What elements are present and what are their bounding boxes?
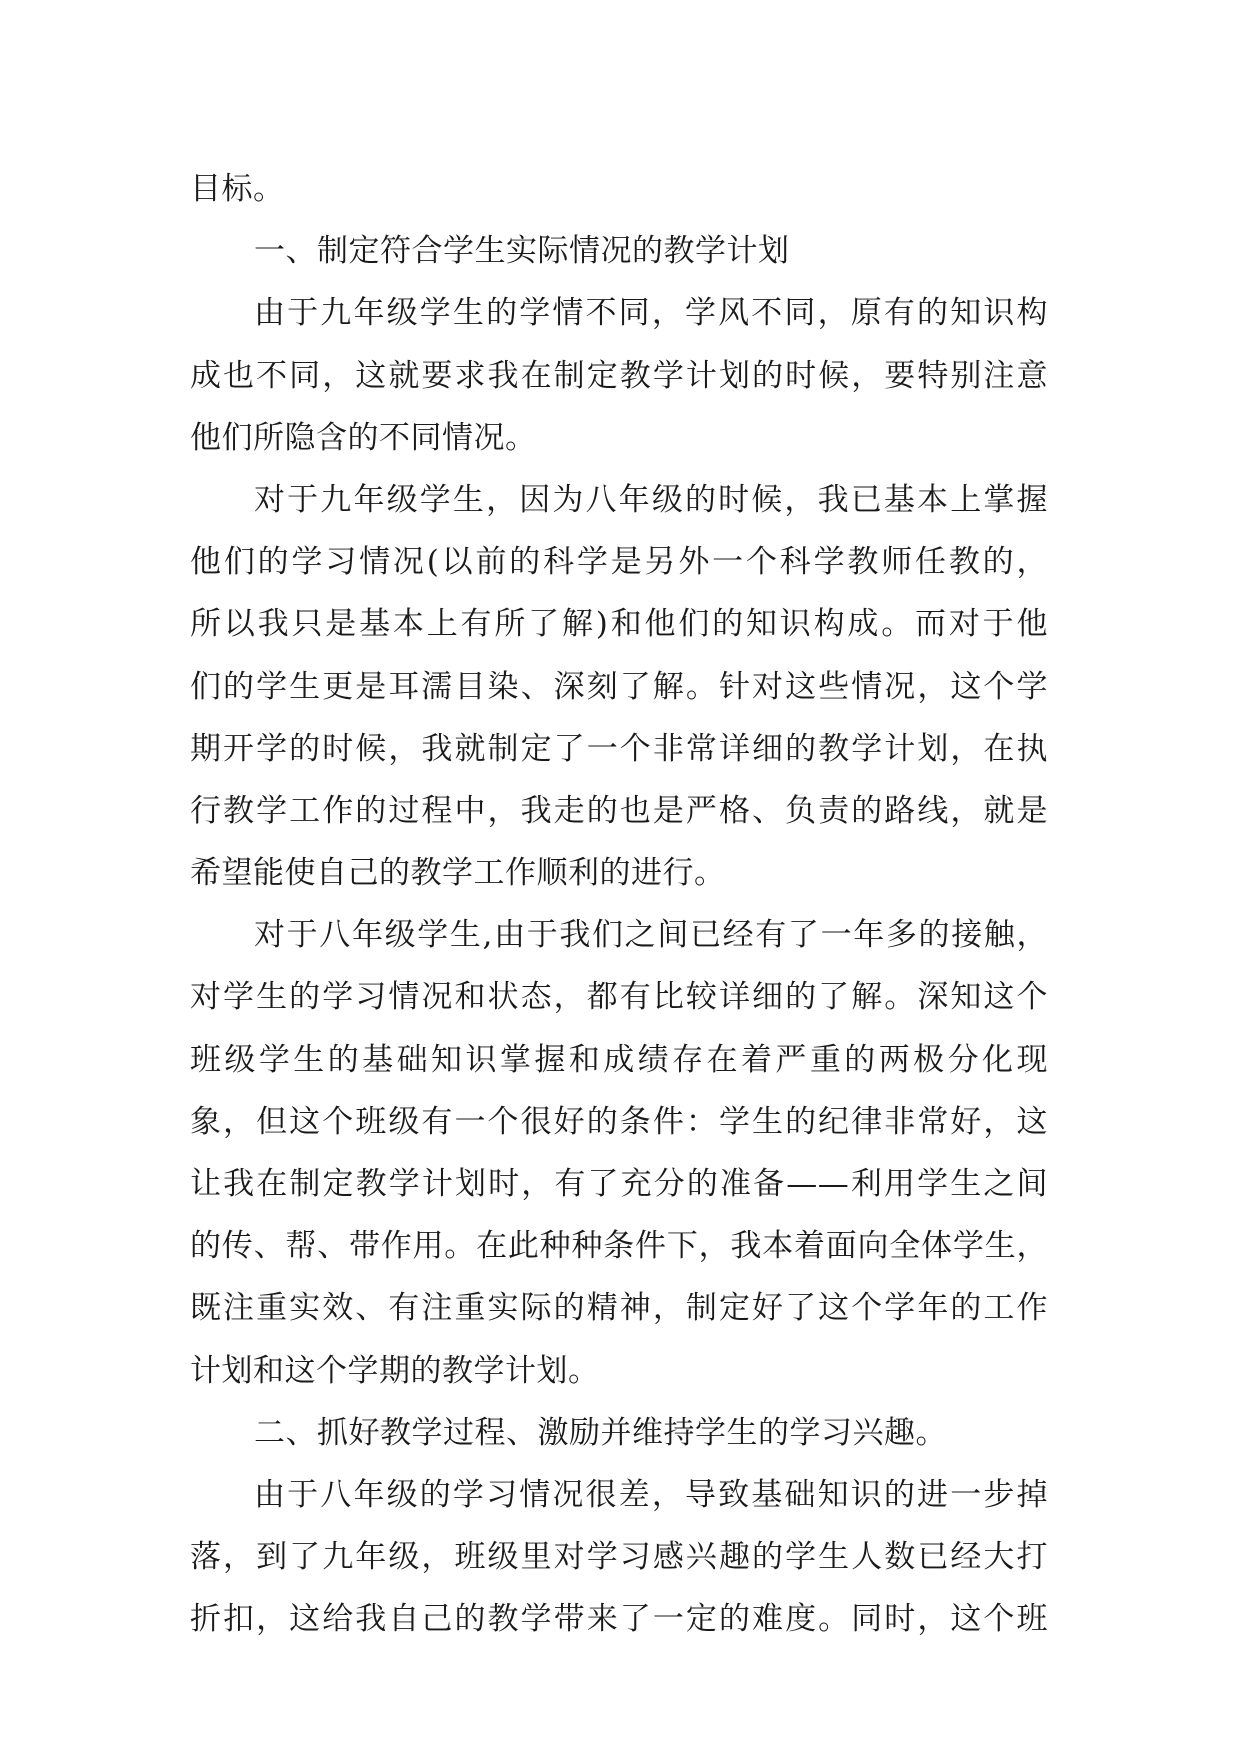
text-line: 计划和这个学期的教学计划。 — [190, 1352, 600, 1389]
text-line: 所以我只是基本上有所了解)和他们的知识构成。而对于他 — [190, 606, 1048, 643]
text-line: 期开学的时候，我就制定了一个非常详细的教学计划，在执 — [190, 730, 1048, 767]
text-line: 他们所隐含的不同情况。 — [190, 419, 537, 456]
text-line: 由于九年级学生的学情不同，学风不同，原有的知识构 — [254, 295, 1048, 332]
text-line: 成也不同，这就要求我在制定教学计划的时候，要特别注意 — [190, 357, 1048, 394]
text-line: 们的学生更是耳濡目染、深刻了解。针对这些情况，这个学 — [190, 668, 1048, 705]
text-line: 落，到了九年级，班级里对学习感兴趣的学生人数已经大打 — [190, 1539, 1048, 1576]
text-line: 行教学工作的过程中，我走的也是严格、负责的路线，就是 — [190, 792, 1048, 829]
text-line: 班级学生的基础知识掌握和成绩存在着严重的两极分化现 — [190, 1041, 1048, 1078]
text-line: 二、抓好教学过程、激励并维持学生的学习兴趣。 — [254, 1414, 947, 1451]
text-line: 由于八年级的学习情况很差，导致基础知识的进一步掉 — [254, 1476, 1048, 1513]
text-line: 折扣，这给我自己的教学带来了一定的难度。同时，这个班 — [190, 1601, 1048, 1638]
text-line: 对学生的学习情况和状态，都有比较详细的了解。深知这个 — [190, 979, 1048, 1016]
text-line: 的传、帮、带作用。在此种种条件下，我本着面向全体学生， — [190, 1228, 1048, 1265]
text-line: 对于八年级学生,由于我们之间已经有了一年多的接触， — [254, 917, 1048, 954]
text-line: 让我在制定教学计划时，有了充分的准备——利用学生之间 — [190, 1166, 1048, 1202]
text-line: 希望能使自己的教学工作顺利的进行。 — [190, 855, 726, 892]
text-line: 目标。 — [190, 171, 285, 207]
text-line: 既注重实效、有注重实际的精神，制定好了这个学年的工作 — [190, 1290, 1048, 1327]
text-line: 一、制定符合学生实际情况的教学计划 — [254, 233, 790, 270]
text-line: 对于九年级学生，因为八年级的时候，我已基本上掌握 — [254, 481, 1048, 518]
text-line: 他们的学习情况(以前的科学是另外一个科学教师任教的， — [190, 544, 1048, 581]
text-line: 象，但这个班级有一个很好的条件：学生的纪律非常好，这 — [190, 1103, 1048, 1140]
document-body — [190, 158, 1048, 1651]
